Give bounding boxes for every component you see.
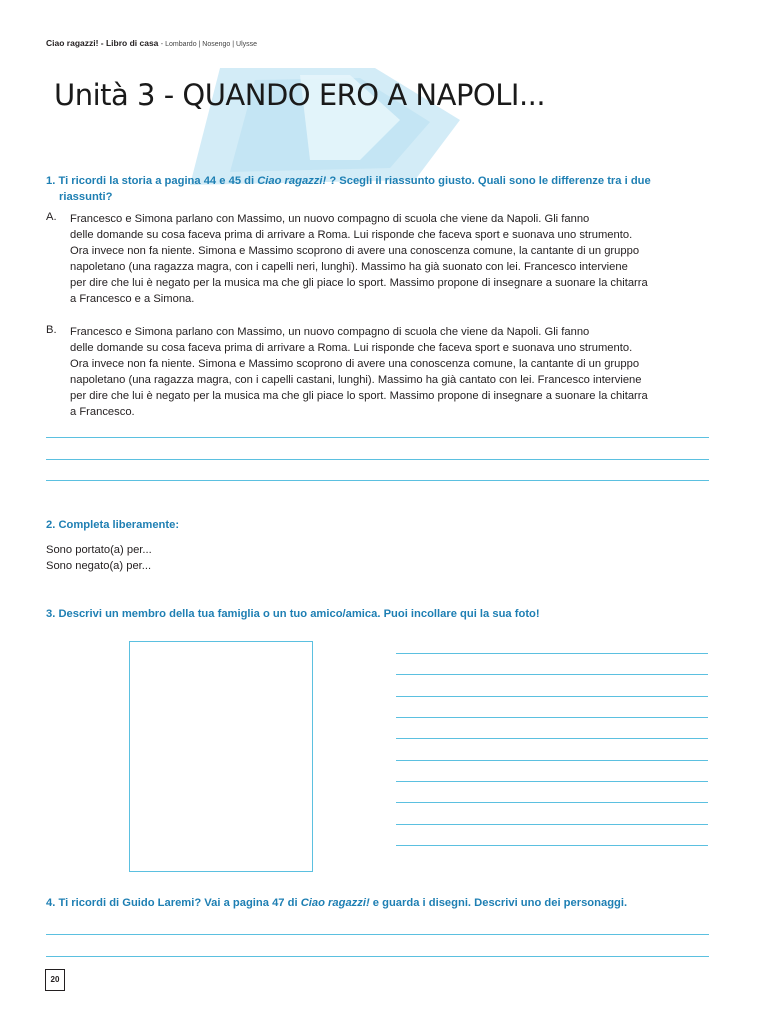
q1-text-cont: ? Scegli il riassunto giusto. Quali sono le differenze tra i due: [326, 175, 651, 187]
option-b-letter: B.: [46, 324, 57, 336]
answer-line[interactable]: [396, 653, 708, 654]
q1-line2: riassunti?: [59, 191, 113, 203]
authors: - Lombardo | Nosengo | Ulysse: [160, 41, 258, 48]
option-b-line: per dire che lui è negato per la musica ma che gli piace lo sport. Massimo propone di insegnare a suonare la chitarra: [70, 390, 648, 402]
option-a-line: per dire che lui è negato per la musica ma che gli piace lo sport. Massimo propone di insegnare a suonare la chitarra: [70, 277, 648, 289]
exercise-3-question: 3. Descrivi un membro della tua famiglia o un tuo amico/amica. Puoi incollare qui la sua foto!: [46, 608, 540, 620]
option-b-line: Ora invece non fa niente. Simona e Massimo scoprono di avere una conoscenza comune, la cantante di un gruppo: [70, 358, 640, 370]
answer-line[interactable]: [396, 717, 708, 718]
running-header: [46, 38, 257, 48]
exercise-2-question: 2. Completa liberamente:: [46, 519, 180, 531]
option-b-text: [70, 324, 730, 420]
q4-text-cont: e guarda i disegni. Descrivi uno dei personaggi.: [369, 897, 628, 909]
answer-line[interactable]: [396, 781, 708, 782]
option-b-line: Francesco e Simona parlano con Massimo, un nuovo compagno di scuola che viene da Napoli. Gli fanno: [70, 326, 590, 338]
answer-line[interactable]: [396, 824, 708, 825]
answer-line[interactable]: [396, 696, 708, 697]
answer-line[interactable]: [396, 802, 708, 803]
q4-text: 4. Ti ricordi di Guido Laremi? Vai a pagina 47 di: [46, 897, 301, 909]
q1-text: 1. Ti ricordi la storia a pagina 44 e 45 di: [46, 175, 258, 187]
option-a-text: [70, 211, 730, 307]
answer-line[interactable]: [46, 437, 709, 438]
answer-line[interactable]: [46, 956, 709, 957]
exercise-2-prompt-1: Sono portato(a) per...: [46, 544, 152, 556]
exercise-2-prompt-2: Sono negato(a) per...: [46, 560, 152, 572]
option-a-letter: A.: [46, 211, 57, 223]
option-b-line: delle domande su cosa faceva prima di arrivare a Roma. Lui risponde che faceva sport e suonava uno strumento.: [70, 342, 633, 354]
exercise-4-question: [46, 895, 726, 911]
option-b-line: napoletano (una ragazza magra, con i capelli castani, lunghi). Massimo ha già cantato con lei. Francesco interviene: [70, 374, 642, 386]
option-a-line: delle domande su cosa faceva prima di arrivare a Roma. Lui risponde che faceva sport e suonava uno strumento.: [70, 229, 633, 241]
answer-line[interactable]: [396, 674, 708, 675]
answer-line[interactable]: [46, 934, 709, 935]
q1-book-title: Ciao ragazzi!: [257, 175, 327, 187]
photo-box[interactable]: [129, 641, 313, 872]
answer-line[interactable]: [396, 738, 708, 739]
option-a-line: Ora invece non fa niente. Simona e Massimo scoprono di avere una conoscenza comune, la cantante di un gruppo: [70, 245, 640, 257]
page-number: 20: [45, 969, 65, 991]
book-title: Ciao ragazzi! - Libro di casa: [46, 38, 159, 48]
answer-line[interactable]: [46, 459, 709, 460]
answer-line[interactable]: [396, 845, 708, 846]
answer-line[interactable]: [396, 760, 708, 761]
page-title: Unità 3 - QUANDO ERO A NAPOLI...: [54, 78, 546, 112]
q4-book-title: Ciao ragazzi!: [300, 897, 370, 909]
exercise-1-question: [46, 173, 726, 205]
option-a-line: Francesco e Simona parlano con Massimo, un nuovo compagno di scuola che viene da Napoli. Gli fanno: [70, 213, 590, 225]
option-b-line: a Francesco.: [70, 406, 135, 418]
answer-line[interactable]: [46, 480, 709, 481]
option-a-line: napoletano (una ragazza magra, con i capelli neri, lunghi). Massimo ha già suonato con lei. Francesco interviene: [70, 261, 628, 273]
option-a-line: a Francesco e a Simona.: [70, 293, 195, 305]
